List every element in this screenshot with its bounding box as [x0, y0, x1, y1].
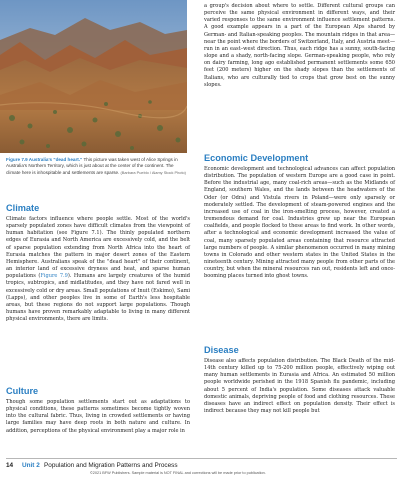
footer-rule	[6, 458, 397, 459]
photo-credit: (Barbara Pueblo / Alamy Stock Photo)	[119, 169, 186, 175]
disease-paragraph	[204, 358, 395, 415]
economic-text: Economic development and technological advances can affect population distribution. The population of western Europe are a good case in point. Before the industrial age, many coal-rich areas—such as the Midlands of England, southern Wales, and the lands between the headwaters of the Oder (or Odra) and Vistula rivers in Poland—were only sparsely or moderately settled. The development of steam-powered engines and the increased use of coal in the iron-smelting process, however, created a tremendous demand for coal. Industries grew up near the European coalfields, and people flocked to these areas to find work. In other words, after a technological and economic development increased the value of coal, many sparsely populated areas containing that resource attracted large numbers of people. A similar phenomenon occurred in many mining towns in Colorado and other western states in the United States in the nineteenth century. Mining attracted many people from other parts of the country, but when the mineral resources ran out, residents left and once-booming places turned into ghost towns.	[204, 166, 395, 280]
unit-title: Population and Migration Patterns and Process	[44, 462, 178, 469]
heading-economic-development: Economic Development	[204, 153, 309, 163]
landscape-photo	[0, 0, 187, 153]
right-top-text: a group's decision about where to settle. Different cultural groups can perceive the same physical environment in different ways, and their varied responses to the same environment influence settlement patterns. A good example appears in a part of the European Alps shared by German- and Italian-speaking peoples. The mountain ridges in that area—near the point where the borders of Switzerland, Italy, and Austria meet—run in an east–west direction. Thus, each ridge has a sunny, south-facing slope and a shady, north-facing slope. German-speaking people, who rely on dairy farming, long ago established permanent settlements some 650 feet (200 meters) higher on the shady slopes than the settlements of Italians, who are culturally tied to crops that grow best on the sunny slopes.	[204, 3, 395, 88]
caption-text: This picture was taken west of Alice Springs in Australia's Northern Territory, which is just about at the center of the continent. The climate here is inhospitable and settlements are sparse.	[6, 157, 178, 175]
page-number: 14	[6, 462, 14, 469]
economic-paragraph	[204, 166, 395, 281]
unit-label: Unit 2	[22, 462, 40, 469]
heading-climate: Climate	[6, 203, 40, 213]
heading-disease: Disease	[204, 345, 239, 355]
climate-text-1: Climate factors influence where people settle. Most of the world's sparsely populated zones have difficult climates from the viewpoint of human habitation (see Figure 7.1). The thinly populated northern edges of Eurasia and North America are excessively cold, and the belt of sparse population extending from North Africa into the heart of Eurasia matches the pattern in major desert zones of the Eastern Hemisphere. Australians speak of the "dead heart" of their continent, an interior land of excessive dryness and heat, and sparse human populations (	[6, 216, 190, 280]
heading-culture: Culture	[6, 386, 39, 396]
copyright-notice: ©2021 BFW Publishers. Sample material is NOT FINAL and corrections will be made prior to publication.	[90, 471, 266, 475]
culture-continued-paragraph	[204, 3, 395, 89]
culture-paragraph	[6, 399, 190, 435]
figure-label: Figure 7.9 Australia's "dead heart."	[6, 157, 83, 162]
culture-text: Though some population settlements start out as adaptations to physical conditions, these patterns sometimes become tightly woven into the cultural fabric. Thus, living in crowded settlements or having large families may have deep roots in both nature and culture. In addition, perceptions of the physical environment play a major role in	[6, 399, 190, 434]
disease-text: Disease also affects population distribution. The Black Death of the mid-14th century killed up to 75-200 million people, effectively wiping out many human settlements in Eurasia and Africa. An estimated 50 million people worldwide perished in the 1918 Spanish flu pandemic, including about 5 percent of India's population. Some diseases attack valuable domestic animals, depriving people of food and clothing resources. These diseases have an indirect effect on population density. Their effect is indirect because they may not kill people but	[204, 358, 395, 415]
figure-reference-link[interactable]: Figure 7.9	[40, 273, 68, 280]
climate-paragraph	[6, 216, 190, 323]
figure-caption	[6, 157, 186, 176]
climate-text-2: ). Humans are largely creatures of the humid tropics, subtropics, and midlatitudes, and they have not fared well in excessively cold or dry areas. Small populations of Inuit (Eskimo), Sami (Lapps), and other peoples live in some of Earth's less hospitable areas, but these regions do not support large populations. Though humans have proven remarkably adaptable to living in many different physical environments, there are limits.	[6, 273, 190, 323]
